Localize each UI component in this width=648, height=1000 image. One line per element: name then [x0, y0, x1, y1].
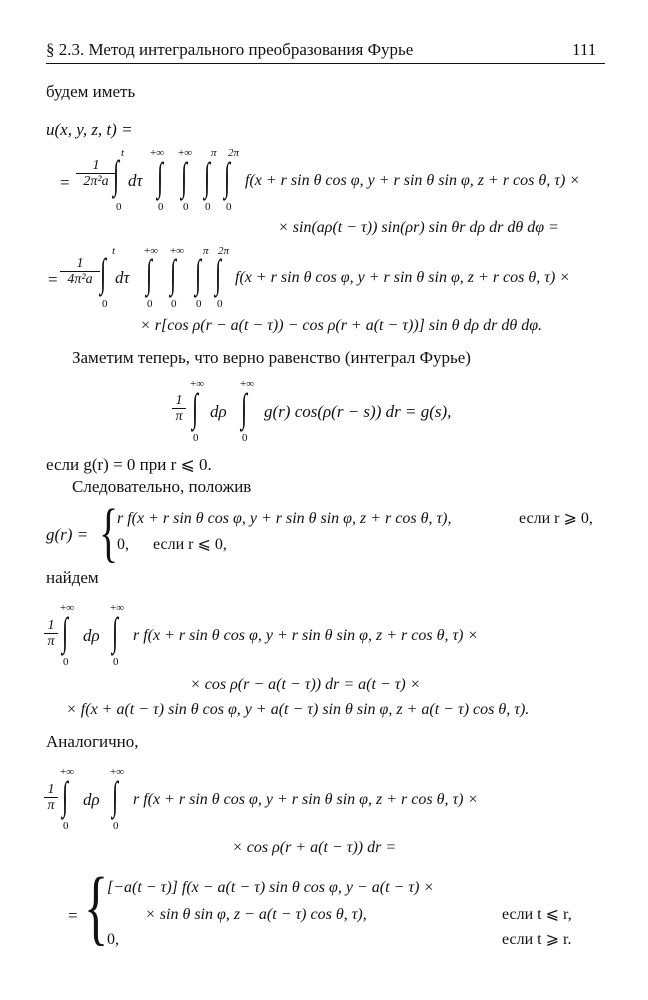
eq2-limit-2pi: 2π: [218, 245, 230, 257]
eq2-integrand: f(x + r sin θ cos φ, y + r sin θ sin φ, z + r cos θ, τ) ×: [235, 269, 571, 286]
eq1-equals: =: [60, 173, 70, 192]
integral-sign: ∫: [100, 250, 107, 295]
eq1-limit-2pi: 2π: [228, 147, 240, 159]
eq2-limit-inf-2: +∞: [170, 245, 185, 257]
header-rule: [46, 63, 605, 64]
integral-sign: ∫: [181, 154, 188, 199]
eq2-equals: =: [48, 270, 58, 289]
naidem-lower-0-1: 0: [63, 656, 69, 668]
fourier-frac-den: π: [172, 408, 186, 424]
analog-drho: dρ: [83, 790, 100, 809]
naidem-frac-den: π: [44, 633, 58, 649]
fourier-limit-inf-1: +∞: [190, 378, 205, 390]
paragraph-budem: будем иметь: [46, 82, 136, 101]
integral-sign: ∫: [113, 152, 120, 197]
g-case2-condition: если r ⩽ 0,: [153, 536, 227, 553]
g-case1-condition: если r ⩾ 0,: [519, 510, 593, 527]
naidem-frac-num: 1: [47, 618, 55, 633]
fourier-limit-inf-2: +∞: [240, 378, 255, 390]
analog-fraction: [44, 782, 58, 813]
paragraph-naidem: найдем: [46, 568, 99, 587]
eq1-fraction: [76, 158, 116, 189]
paragraph-esli: если g(r) = 0 при r ⩽ 0.: [46, 455, 212, 474]
integral-sign: ∫: [192, 385, 199, 430]
eq1-frac-num: 1: [92, 158, 100, 173]
naidem-lower-0-2: 0: [113, 656, 119, 668]
running-header-title: § 2.3. Метод интегрального преобразования Фурье: [46, 40, 414, 59]
g-lhs: g(r) =: [46, 525, 89, 544]
fourier-fraction: [172, 393, 186, 424]
cases-brace: {: [99, 496, 119, 569]
analog-equals: =: [68, 906, 78, 925]
eq1-lower-0-3: 0: [205, 201, 211, 213]
analog-lower-0-2: 0: [113, 820, 119, 832]
eq1-lower-0-4: 0: [226, 201, 232, 213]
eq2-limit-pi: π: [203, 245, 209, 257]
eq1-continuation: × sin(aρ(t − τ)) sin(ρr) sin θr dρ dr dθ dφ =: [278, 219, 559, 236]
analog-case2: 0,: [107, 931, 119, 948]
analog-case1-condition: если t ⩽ r,: [502, 906, 572, 923]
analog-limit-inf-2: +∞: [110, 766, 125, 778]
eq2-lower-0-2: 0: [171, 298, 177, 310]
eq1-integrand: f(x + r sin θ cos φ, y + r sin θ sin φ, z + r cos θ, τ) ×: [245, 172, 581, 189]
analog-lower-0-1: 0: [63, 820, 69, 832]
integral-sign: ∫: [62, 609, 69, 654]
integral-sign: ∫: [157, 154, 164, 199]
naidem-limit-inf-2: +∞: [110, 602, 125, 614]
analog-limit-inf-1: +∞: [60, 766, 75, 778]
integral-sign: ∫: [224, 154, 231, 199]
paragraph-analogichno: Аналогично,: [46, 732, 139, 751]
eq2-lower-0-4: 0: [217, 298, 223, 310]
analog-frac-num: 1: [47, 782, 55, 797]
eq1-upper-limit-t: t: [121, 147, 125, 159]
eq2-frac-den: 4π²a: [60, 271, 100, 287]
eq2-fraction: [60, 256, 100, 287]
fourier-lower-0-1: 0: [193, 432, 199, 444]
cases-brace: {: [84, 861, 109, 954]
page-number: 111: [572, 40, 597, 59]
eq2-frac-num: 1: [76, 256, 84, 271]
naidem-drho: dρ: [83, 626, 100, 645]
integral-sign: ∫: [195, 251, 202, 296]
eq2-dtau: dτ: [115, 268, 130, 287]
naidem-integrand: r f(x + r sin θ cos φ, y + r sin θ sin φ, z + r cos θ, τ) ×: [133, 627, 479, 644]
analog-continuation: × cos ρ(r + a(t − τ)) dr =: [232, 839, 397, 856]
paragraph-sledovatelno: Следовательно, положив: [72, 477, 252, 496]
eq1-lower-limit-0: 0: [116, 201, 122, 213]
integral-sign: ∫: [146, 251, 153, 296]
analog-case2-condition: если t ⩾ r.: [502, 931, 572, 948]
eq1-limit-pi: π: [211, 147, 217, 159]
eq2-limit-inf-1: +∞: [144, 245, 159, 257]
fourier-frac-num: 1: [175, 393, 183, 408]
g-case1: r f(x + r sin θ cos φ, y + r sin θ sin φ, z + r cos θ, τ),: [117, 510, 452, 527]
fourier-lower-0-2: 0: [242, 432, 248, 444]
naidem-limit-inf-1: +∞: [60, 602, 75, 614]
integral-sign: ∫: [204, 154, 211, 199]
u-lhs: u(x, y, z, t) =: [46, 120, 133, 139]
analog-case1-line2: × sin θ sin φ, z − a(t − τ) cos θ, τ),: [145, 906, 367, 923]
fourier-rest: g(r) cos(ρ(r − s)) dr = g(s),: [264, 402, 452, 421]
eq2-upper-limit-t: t: [112, 245, 116, 257]
eq2-lower-limit-0: 0: [102, 298, 108, 310]
eq2-lower-0-3: 0: [196, 298, 202, 310]
eq1-lower-0-1: 0: [158, 201, 164, 213]
eq2-lower-0-1: 0: [147, 298, 153, 310]
integral-sign: ∫: [112, 773, 119, 818]
analog-case1-line1: [−a(t − τ)] f(x − a(t − τ) sin θ cos φ, y − a(t − τ) ×: [107, 879, 435, 896]
eq2-continuation: × r[cos ρ(r − a(t − τ)) − cos ρ(r + a(t − τ))] sin θ dρ dr dθ dφ.: [140, 317, 543, 334]
integral-sign: ∫: [170, 251, 177, 296]
fourier-drho: dρ: [210, 402, 227, 421]
analog-frac-den: π: [44, 797, 58, 813]
eq1-lower-0-2: 0: [183, 201, 189, 213]
integral-sign: ∫: [241, 385, 248, 430]
integral-sign: ∫: [62, 773, 69, 818]
analog-integrand: r f(x + r sin θ cos φ, y + r sin θ sin φ, z + r cos θ, τ) ×: [133, 791, 479, 808]
naidem-continuation-1: × cos ρ(r − a(t − τ)) dr = a(t − τ) ×: [190, 676, 421, 693]
integral-sign: ∫: [215, 251, 222, 296]
eq1-limit-inf-2: +∞: [178, 147, 193, 159]
g-case2: 0,: [117, 536, 129, 553]
eq1-dtau: dτ: [128, 171, 143, 190]
eq1-limit-inf-1: +∞: [150, 147, 165, 159]
integral-sign: ∫: [112, 609, 119, 654]
paragraph-zametim: Заметим теперь, что верно равенство (интеграл Фурье): [72, 348, 471, 367]
naidem-fraction: [44, 618, 58, 649]
eq1-frac-den: 2π²a: [76, 173, 116, 189]
naidem-continuation-2: × f(x + a(t − τ) sin θ cos φ, y + a(t − τ) sin θ sin φ, z + a(t − τ) cos θ, τ).: [66, 701, 530, 718]
